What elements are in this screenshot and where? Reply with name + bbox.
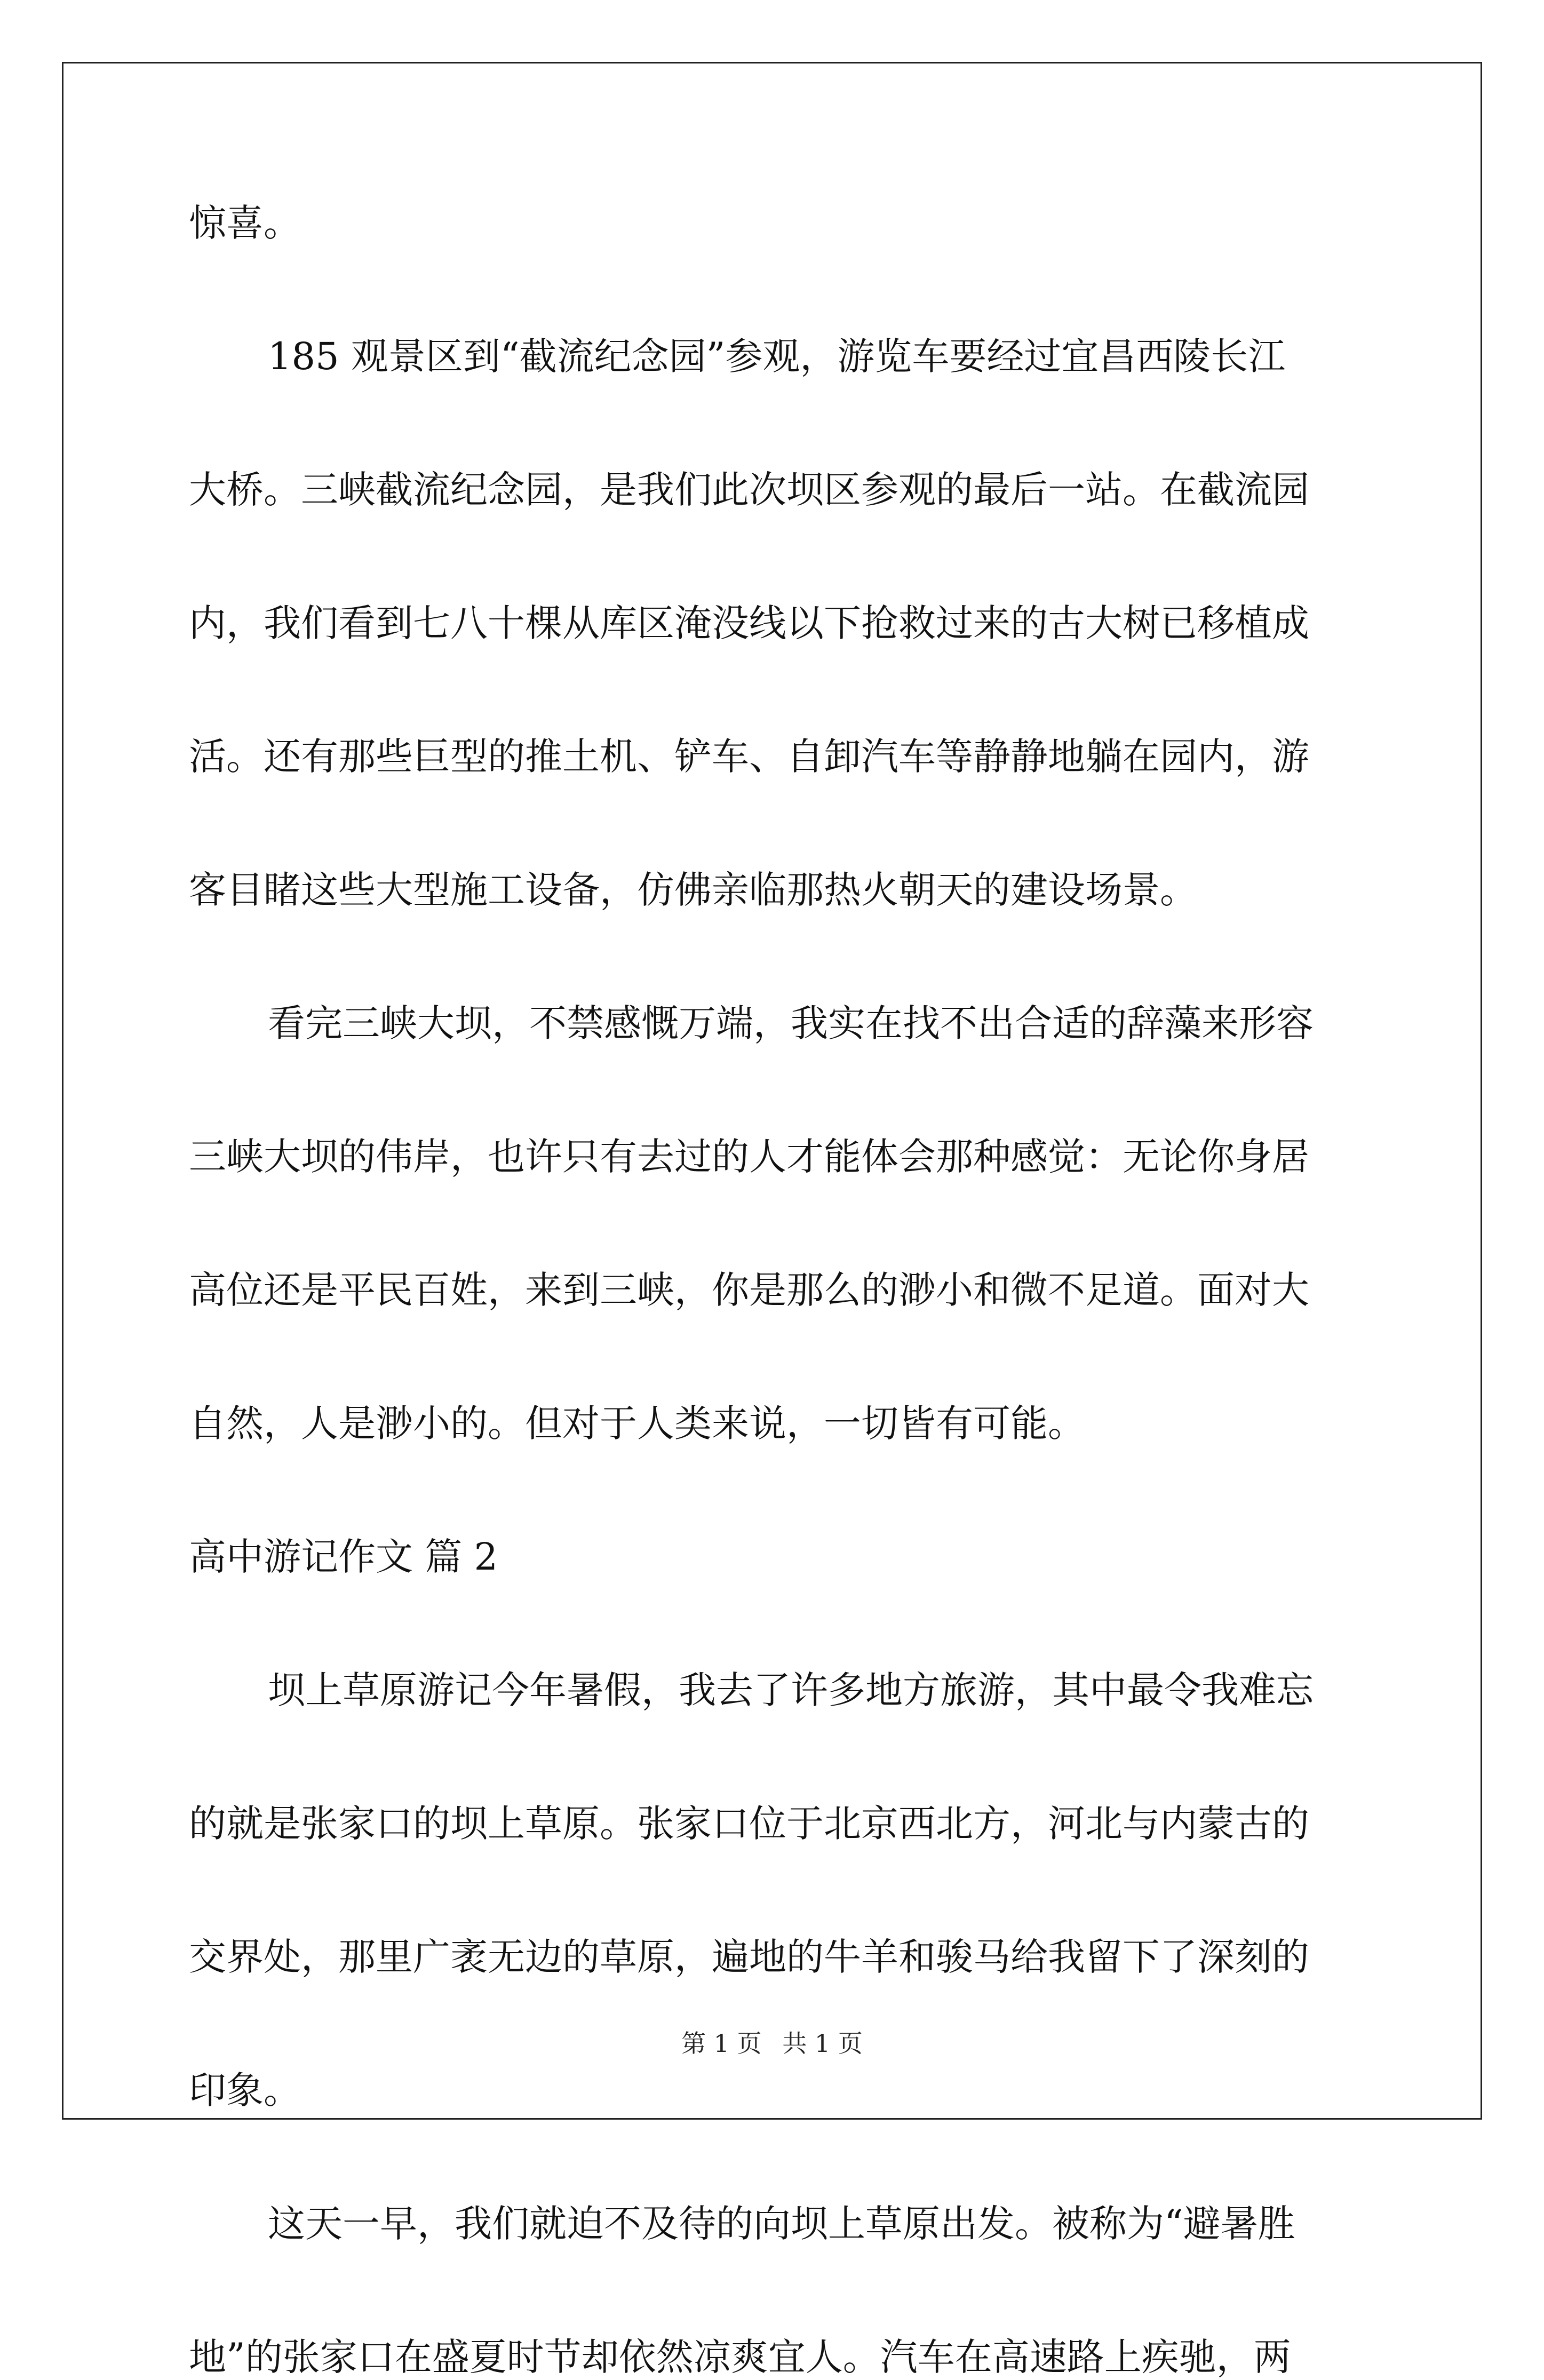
text-line: 客目睹这些大型施工设备，仿佛亲临那热火朝天的建设场景。 — [189, 868, 1197, 912]
text-line: 内，我们看到七八十棵从库区淹没线以下抢救过来的古大树已移植成 — [189, 601, 1309, 645]
text-line: 交界处，那里广袤无边的草原，遍地的牛羊和骏马给我留下了深刻的 — [189, 1935, 1309, 1979]
text-line: 185 观景区到“截流纪念园”参观，游览车要经过宜昌西陵长江 — [268, 335, 1286, 378]
page-number: 第 1 页 — [681, 2029, 762, 2058]
text-line: 活。还有那些巨型的推土机、铲车、自卸汽车等静静地躺在园内，游 — [189, 735, 1309, 778]
text-line: 的就是张家口的坝上草原。张家口位于北京西北方，河北与内蒙古的 — [189, 1802, 1309, 1845]
section-heading: 高中游记作文 篇 2 — [189, 1535, 498, 1579]
text-line: 地”的张家口在盛夏时节却依然凉爽宜人。汽车在高速路上疾驰，两 — [189, 2335, 1291, 2379]
text-line: 三峡大坝的伟岸，也许只有去过的人才能体会那种感觉：无论你身居 — [189, 1135, 1309, 1179]
page-footer — [0, 2027, 1544, 2059]
text-line: 看完三峡大坝，不禁感慨万端，我实在找不出合适的辞藻来形容 — [268, 1001, 1314, 1045]
text-line: 印象。 — [189, 2068, 301, 2112]
text-line: 坝上草原游记今年暑假，我去了许多地方旅游，其中最令我难忘 — [268, 1668, 1314, 1712]
text-line: 这天一早，我们就迫不及待的向坝上草原出发。被称为“避暑胜 — [268, 2202, 1295, 2246]
text-line: 惊喜。 — [189, 201, 301, 245]
page-total: 共 1 页 — [782, 2029, 863, 2058]
text-line: 自然，人是渺小的。但对于人类来说，一切皆有可能。 — [189, 1402, 1085, 1445]
text-line: 大桥。三峡截流纪念园，是我们此次坝区参观的最后一站。在截流园 — [189, 468, 1309, 512]
text-line: 高位还是平民百姓，来到三峡，你是那么的渺小和微不足道。面对大 — [189, 1268, 1309, 1312]
